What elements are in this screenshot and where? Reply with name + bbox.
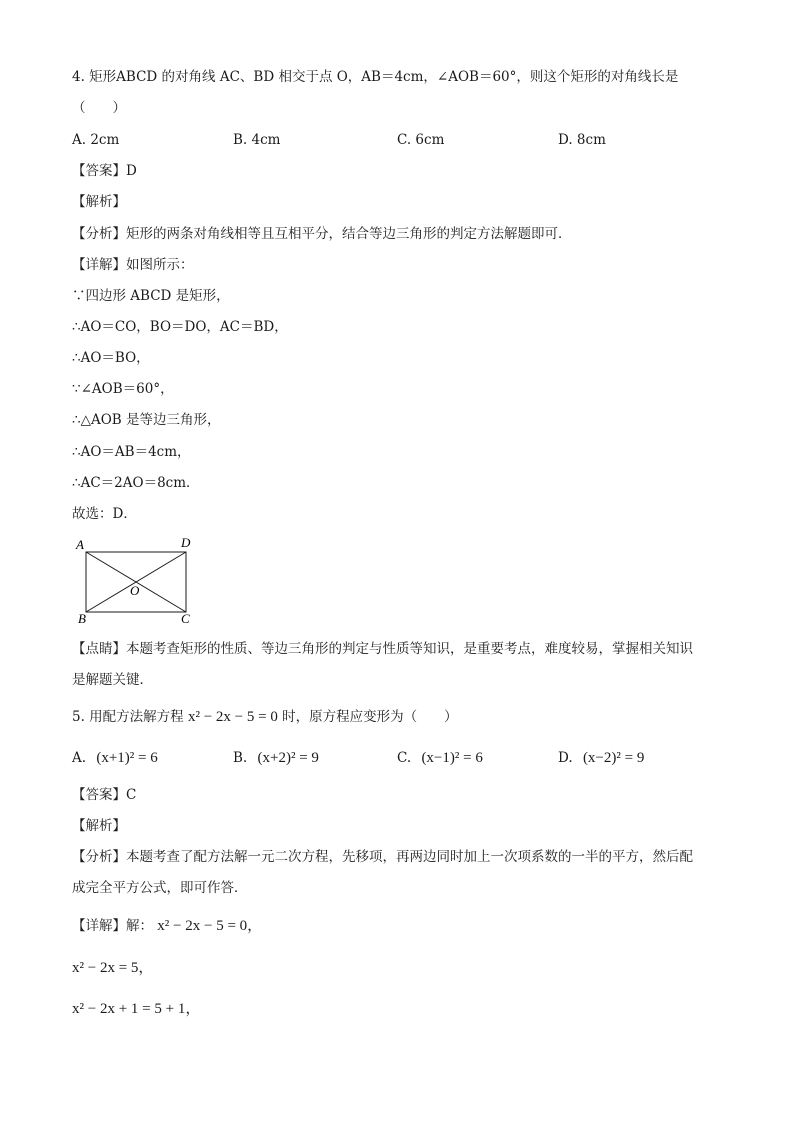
q4-answer-paren: （ ） <box>72 100 126 116</box>
q5-option-b <box>233 749 319 767</box>
q4-stem: 4. 矩形ABCD 的对角线 AC、BD 相交于点 O，AB＝4cm，∠AOB＝60°，则这个矩形的对角线长是 <box>72 69 679 85</box>
q5-option-c <box>397 749 483 767</box>
q5-stem-suffix: 时，原方程应变形为（ ） <box>282 709 458 725</box>
q5-option-c-letter: C. <box>397 750 412 766</box>
q4-dianjing-line-2: 是解题关键． <box>72 672 153 688</box>
q4-step-4: ∵∠AOB＝60°， <box>72 381 174 397</box>
q4-step-1: ∵四边形 ABCD 是矩形， <box>72 288 230 304</box>
q4-xiangjie: 【详解】如图所示： <box>72 257 194 273</box>
q5-xiangjie-prefix: 【详解】解： <box>72 918 153 934</box>
q4-dianjing-line-1: 【点睛】本题考查矩形的性质、等边三角形的判定与性质等知识，是重要考点，难度较易，掌握相关知识 <box>72 641 693 657</box>
q5-work-line-1: x² − 2x − 5 = 0， <box>157 918 263 934</box>
label-a: A <box>76 537 84 552</box>
q5-analysis-heading: 【解析】 <box>72 818 126 834</box>
q5-stem-equation: x² − 2x − 5 = 0 <box>187 709 278 725</box>
q5-option-d-letter: D. <box>558 750 573 766</box>
q4-analysis-heading: 【解析】 <box>72 194 126 210</box>
q5-work-line-2: x² − 2x = 5， <box>72 960 154 976</box>
q4-answer: 【答案】D <box>72 163 137 179</box>
q4-step-5: ∴△AOB 是等边三角形， <box>72 412 221 428</box>
q5-option-d <box>558 749 644 767</box>
q5-option-b-letter: B. <box>233 750 248 766</box>
q4-step-7: ∴AC＝2AO＝8cm． <box>72 475 200 491</box>
label-b: B <box>78 611 86 626</box>
q4-option-c: C. 6cm <box>397 132 445 148</box>
q4-step-2: ∴AO＝CO，BO＝DO，AC＝BD， <box>72 319 288 335</box>
rectangle-figure <box>72 534 202 632</box>
q4-option-d: D. 8cm <box>558 132 606 148</box>
label-c: C <box>181 611 190 626</box>
q5-fenxi-line-2: 成完全平方公式，即可作答． <box>72 880 248 896</box>
q5-stem <box>72 708 458 726</box>
rectangle-diagram <box>72 534 202 628</box>
label-d: D <box>181 535 191 550</box>
q5-fenxi-line-1: 【分析】本题考查了配方法解一元二次方程，先移项，再两边同时加上一次项系数的一半的平方，然后配 <box>72 849 693 865</box>
q4-choice: 故选：D． <box>72 506 137 522</box>
q5-stem-prefix: 5. 用配方法解方程 <box>72 709 184 725</box>
q5-option-a <box>72 749 158 767</box>
label-o: O <box>130 583 140 598</box>
q5-option-a-expr: (x+1)² = 6 <box>96 750 158 766</box>
q5-answer: 【答案】C <box>72 787 137 803</box>
q4-step-3: ∴AO＝BO， <box>72 350 150 366</box>
q5-option-d-expr: (x−2)² = 9 <box>582 750 645 766</box>
q5-option-a-letter: A. <box>72 750 87 766</box>
q4-fenxi: 【分析】矩形的两条对角线相等且互相平分，结合等边三角形的判定方法解题即可． <box>72 226 572 242</box>
q5-work-line-3: x² − 2x + 1 = 5 + 1， <box>72 1001 201 1017</box>
q4-step-6: ∴AO＝AB＝4cm， <box>72 444 191 460</box>
q5-option-c-expr: (x−1)² = 6 <box>421 750 483 766</box>
q5-xiangjie <box>72 917 262 935</box>
q5-option-b-expr: (x+2)² = 9 <box>257 750 319 766</box>
q4-option-b: B. 4cm <box>233 132 281 148</box>
q4-option-a: A. 2cm <box>72 132 120 148</box>
